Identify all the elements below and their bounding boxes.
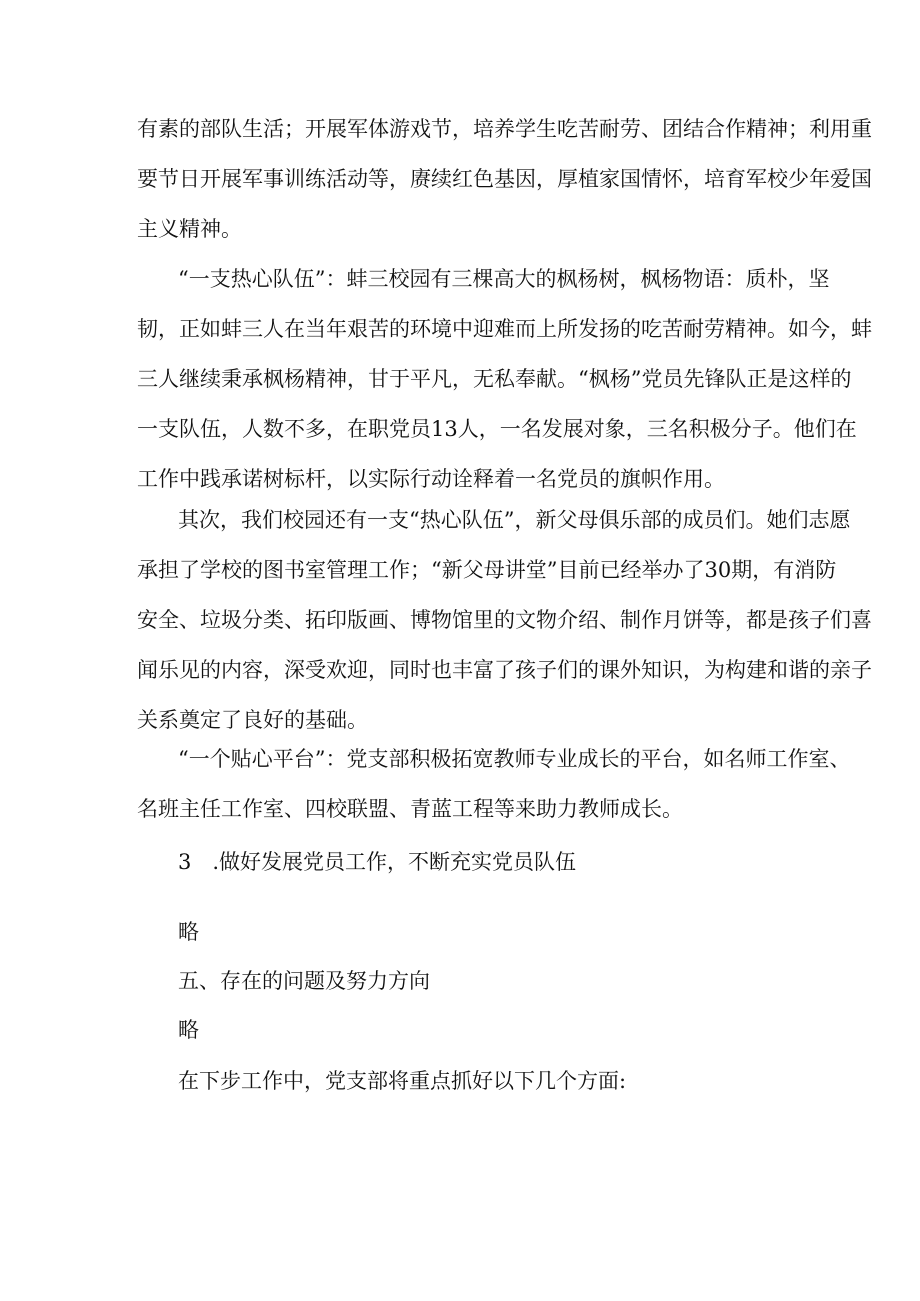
text-line: 要节日开展军事训练活动等，赓续红色基因，厚植家国情怀，培育军校少年爱国 xyxy=(137,167,872,191)
text-line: “一支热心队伍”：蚌三校园有三棵高大的枫杨树，枫杨物语：质朴，坚 xyxy=(178,267,830,291)
text-line: 承担了学校的图书室管理工作；“新父母讲堂”目前已经举办了30期，有消防 xyxy=(137,558,837,582)
paragraph-caring-platform xyxy=(137,734,851,834)
text-line: 工作中践承诺树标杆，以实际行动诠释着一名党员的旗帜作用。 xyxy=(137,467,725,491)
section-5-heading: 五、存在的问题及努力方向 xyxy=(178,969,430,993)
closing-line: 在下步工作中，党支部将重点抓好以下几个方面: xyxy=(178,1069,627,1093)
text-line: 有素的部队生活；开展军体游戏节，培养学生吃苦耐劳、团结合作精神；利用重 xyxy=(137,117,872,141)
paragraph-military-spirit xyxy=(137,104,872,254)
text-line: 闻乐见的内容，深受欢迎，同时也丰富了孩子们的课外知识，为构建和谐的亲子 xyxy=(137,658,872,682)
omitted-marker: 略 xyxy=(178,1018,199,1042)
text-line: 安全、垃圾分类、拓印版画、博物馆里的文物介绍、制作月饼等，都是孩子们喜 xyxy=(137,608,872,632)
text-line: 一支队伍，人数不多，在职党员13人，一名发展对象，三名积极分子。他们在 xyxy=(137,417,857,441)
text-line: 韧，正如蚌三人在当年艰苦的环境中迎难而上所发扬的吃苦耐劳精神。如今，蚌 xyxy=(137,317,872,341)
omitted-marker: 略 xyxy=(178,920,199,944)
paragraph-enthusiastic-team xyxy=(137,254,872,504)
text-line: “一个贴心平台”：党支部积极拓宽教师专业成长的平台，如名师工作室、 xyxy=(178,747,851,771)
text-line: 主义精神。 xyxy=(137,217,242,241)
section-3-heading: 3 .做好发展党员工作，不断充实党员队伍 xyxy=(178,850,577,874)
text-line: 三人继续秉承枫杨精神，甘于平凡，无私奉献。“枫杨”党员先锋队正是这样的 xyxy=(137,367,852,391)
text-line: 名班主任工作室、四校联盟、青蓝工程等来助力教师成长。 xyxy=(137,797,683,821)
text-line: 其次，我们校园还有一支“热心队伍”，新父母俱乐部的成员们。她们志愿 xyxy=(178,508,851,532)
paragraph-parents-club xyxy=(137,495,872,745)
text-line: 关系奠定了良好的基础。 xyxy=(137,708,368,732)
